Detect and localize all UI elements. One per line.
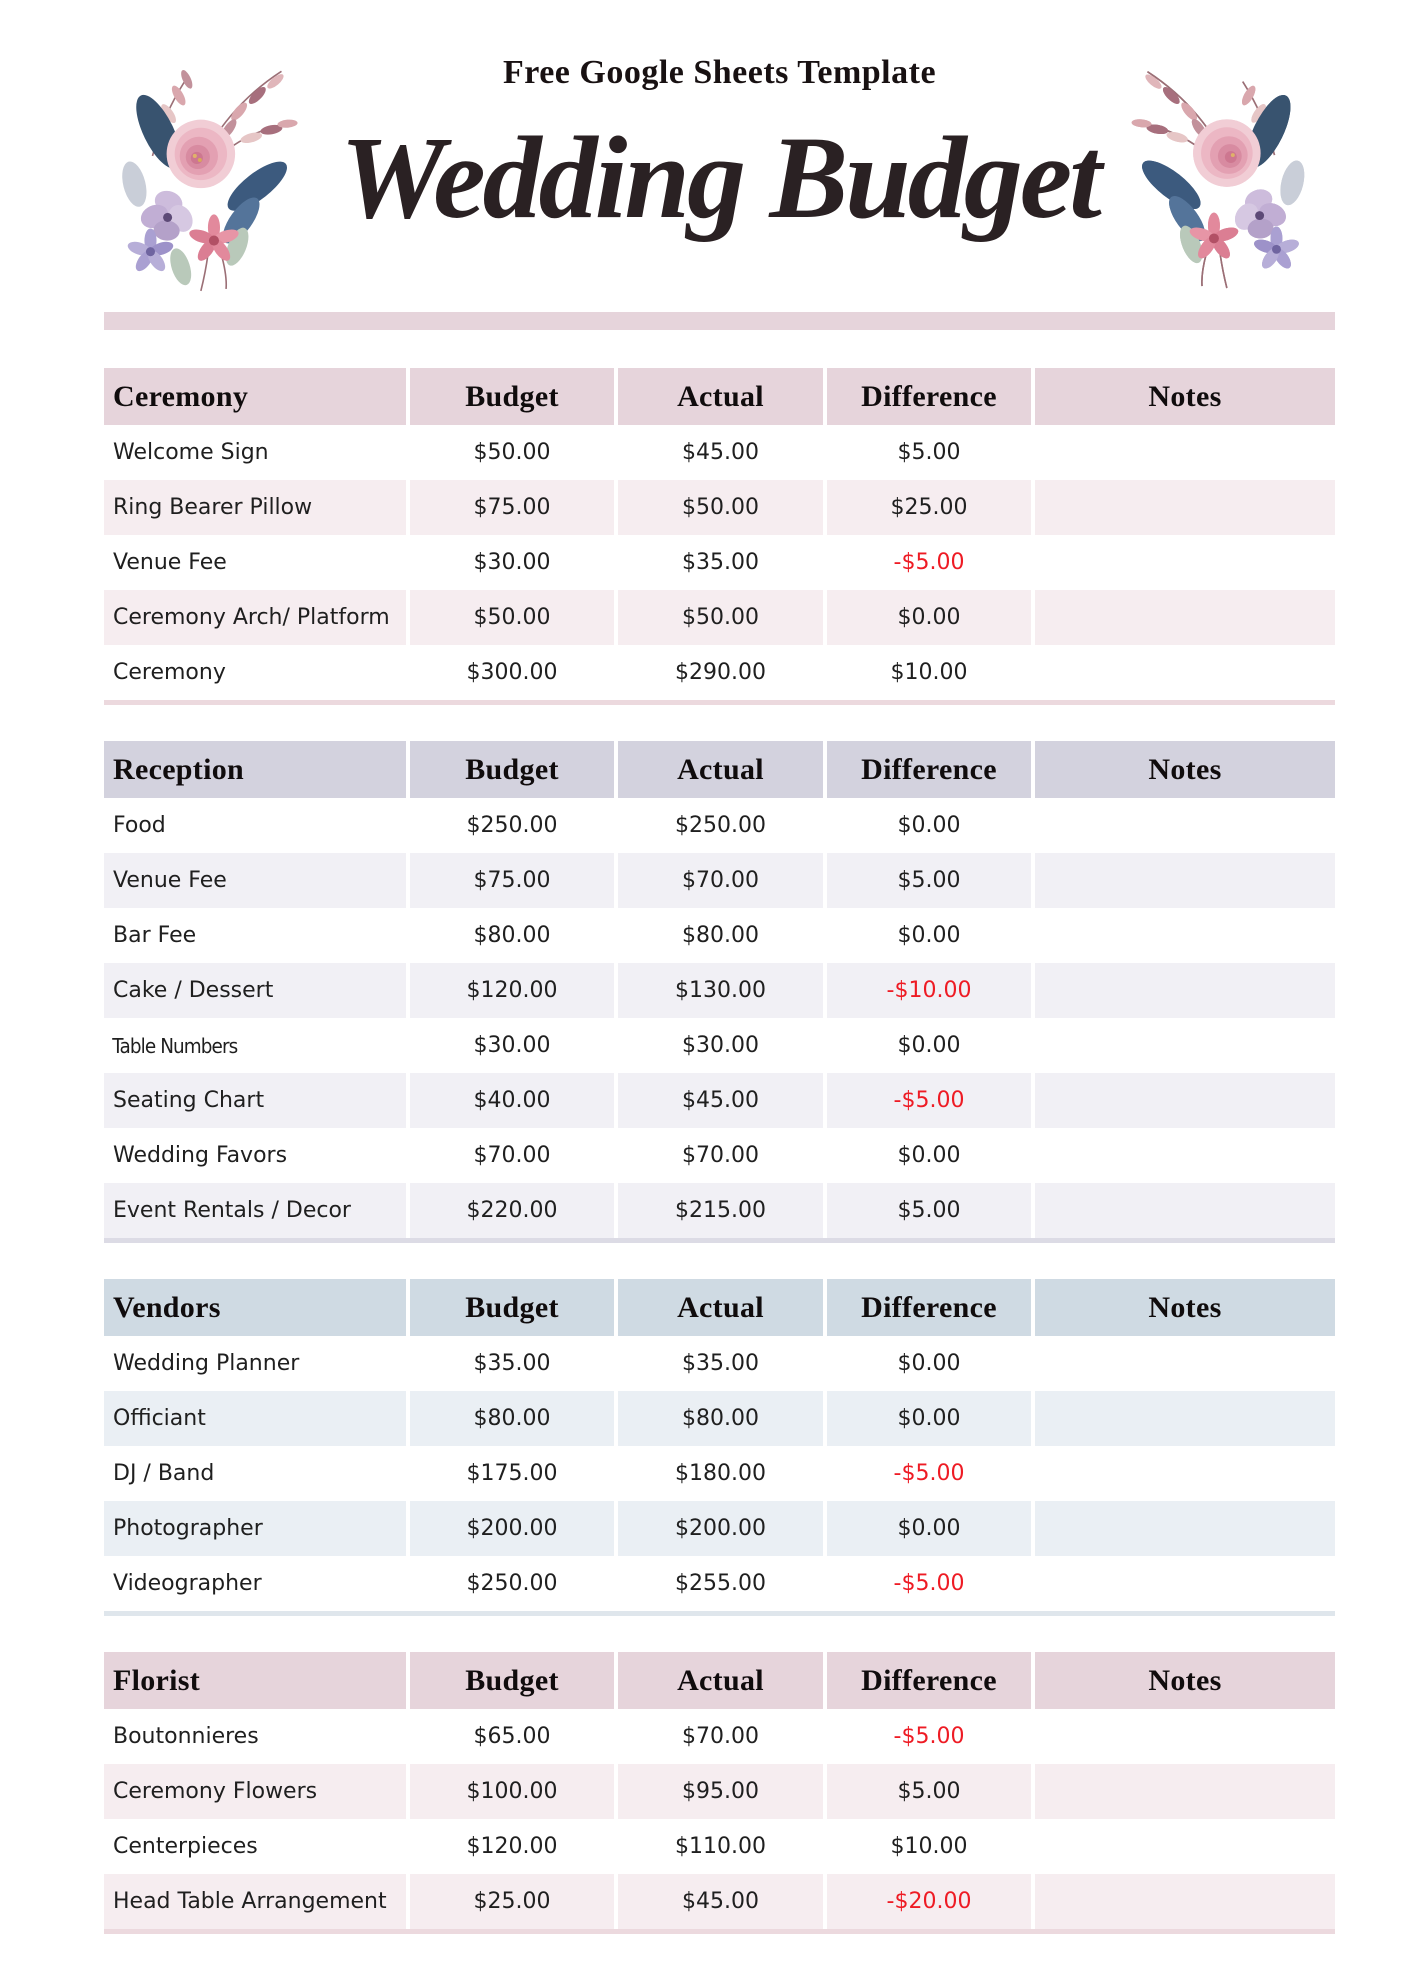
notes-cell bbox=[1035, 1073, 1335, 1128]
template-subtitle: Free Google Sheets Template bbox=[502, 54, 937, 91]
item-cell: Centerpieces bbox=[113, 1834, 258, 1859]
table-row bbox=[104, 1819, 1335, 1874]
actual-cell: $45.00 bbox=[682, 440, 759, 465]
column-header-actual: Actual bbox=[618, 741, 823, 798]
budget-cell: $250.00 bbox=[466, 1571, 558, 1596]
column-header-difference: Difference bbox=[827, 1652, 1031, 1709]
item-cell: Wedding Planner bbox=[113, 1351, 300, 1376]
section-title: Vendors bbox=[104, 1279, 406, 1336]
budget-cell: $75.00 bbox=[410, 480, 614, 535]
item-cell: Food bbox=[113, 813, 166, 838]
table-row bbox=[104, 963, 1335, 1018]
item-cell: Venue Fee bbox=[113, 550, 227, 575]
item-cell: Table Numbers bbox=[112, 1033, 238, 1058]
budget-cell: $65.00 bbox=[473, 1724, 551, 1749]
budget-cell: $300.00 bbox=[466, 660, 558, 685]
budget-cell: $40.00 bbox=[410, 1073, 614, 1128]
item-cell: Boutonnieres bbox=[113, 1724, 259, 1749]
notes-cell bbox=[1035, 425, 1335, 480]
notes-cell bbox=[1035, 645, 1335, 700]
budget-cell: $50.00 bbox=[473, 440, 551, 465]
actual-cell: $95.00 bbox=[618, 1764, 823, 1819]
notes-cell bbox=[1035, 798, 1335, 853]
difference-cell: -$5.00 bbox=[893, 1724, 965, 1749]
notes-cell bbox=[1035, 1501, 1335, 1556]
actual-cell: $80.00 bbox=[682, 923, 759, 948]
difference-cell: $0.00 bbox=[897, 1143, 961, 1168]
notes-cell bbox=[1035, 1336, 1335, 1391]
actual-cell: $290.00 bbox=[675, 660, 766, 685]
budget-cell: $120.00 bbox=[466, 1834, 558, 1859]
column-header-notes: Notes bbox=[1035, 368, 1335, 425]
budget-cell: $80.00 bbox=[410, 1391, 614, 1446]
budget-cell: $30.00 bbox=[473, 1033, 551, 1058]
column-header-budget: Budget bbox=[410, 1652, 614, 1709]
table-row bbox=[104, 798, 1335, 853]
column-header-notes: Notes bbox=[1035, 741, 1335, 798]
budget-cell: $80.00 bbox=[473, 923, 551, 948]
actual-cell: $70.00 bbox=[682, 1724, 759, 1749]
actual-cell: $45.00 bbox=[618, 1874, 823, 1929]
column-header-difference: Difference bbox=[827, 368, 1031, 425]
difference-cell: $0.00 bbox=[897, 813, 961, 838]
table-row bbox=[104, 1073, 1335, 1128]
table-row bbox=[104, 908, 1335, 963]
notes-cell bbox=[1035, 1764, 1335, 1819]
notes-cell bbox=[1035, 1391, 1335, 1446]
item-cell: Event Rentals / Decor bbox=[104, 1183, 406, 1238]
section-title: Reception bbox=[104, 741, 406, 798]
notes-cell bbox=[1035, 480, 1335, 535]
table-row bbox=[104, 1128, 1335, 1183]
actual-cell: $250.00 bbox=[675, 813, 766, 838]
section-divider bbox=[104, 1611, 1335, 1616]
table-row bbox=[104, 1183, 1335, 1238]
item-cell: Wedding Favors bbox=[113, 1143, 288, 1168]
column-header-budget: Budget bbox=[410, 368, 614, 425]
table-row bbox=[104, 480, 1335, 535]
notes-cell bbox=[1035, 535, 1335, 590]
item-cell: Videographer bbox=[113, 1571, 262, 1596]
item-cell: Seating Chart bbox=[104, 1073, 406, 1128]
notes-cell bbox=[1035, 963, 1335, 1018]
section-title: Ceremony bbox=[104, 368, 406, 425]
table-row bbox=[104, 1709, 1335, 1764]
difference-cell: -$10.00 bbox=[827, 963, 1031, 1018]
difference-cell: -$5.00 bbox=[827, 1073, 1031, 1128]
column-header-difference: Difference bbox=[827, 741, 1031, 798]
budget-cell: $250.00 bbox=[466, 813, 558, 838]
notes-cell bbox=[1035, 1018, 1335, 1073]
actual-cell: $110.00 bbox=[675, 1834, 766, 1859]
table-row bbox=[104, 1446, 1335, 1501]
table-row bbox=[104, 1336, 1335, 1391]
actual-cell: $30.00 bbox=[682, 1033, 759, 1058]
column-header-actual: Actual bbox=[618, 368, 823, 425]
table-header-row bbox=[104, 1279, 1335, 1336]
item-cell: DJ / Band bbox=[113, 1461, 215, 1486]
actual-cell: $50.00 bbox=[618, 480, 823, 535]
budget-cell: $75.00 bbox=[410, 853, 614, 908]
item-cell: Officiant bbox=[104, 1391, 406, 1446]
budget-cell: $220.00 bbox=[410, 1183, 614, 1238]
actual-cell: $70.00 bbox=[682, 1143, 759, 1168]
difference-cell: $0.00 bbox=[827, 1501, 1031, 1556]
florist-section bbox=[104, 1652, 1335, 1934]
difference-cell: -$5.00 bbox=[893, 1571, 965, 1596]
notes-cell bbox=[1035, 1446, 1335, 1501]
item-cell: Ceremony bbox=[113, 660, 226, 685]
item-cell: Bar Fee bbox=[113, 923, 197, 948]
difference-cell: -$5.00 bbox=[893, 1461, 965, 1486]
difference-cell: $0.00 bbox=[897, 923, 961, 948]
actual-cell: $45.00 bbox=[618, 1073, 823, 1128]
item-cell: Ceremony Flowers bbox=[104, 1764, 406, 1819]
budget-cell: $35.00 bbox=[473, 1351, 551, 1376]
difference-cell: $10.00 bbox=[890, 660, 968, 685]
column-header-notes: Notes bbox=[1035, 1279, 1335, 1336]
budget-cell: $70.00 bbox=[473, 1143, 551, 1168]
budget-cell: $25.00 bbox=[410, 1874, 614, 1929]
difference-cell: $0.00 bbox=[827, 1391, 1031, 1446]
vendors-section bbox=[104, 1279, 1335, 1616]
notes-cell bbox=[1035, 1556, 1335, 1611]
column-header-actual: Actual bbox=[618, 1279, 823, 1336]
column-header-actual: Actual bbox=[618, 1652, 823, 1709]
table-header-row bbox=[104, 741, 1335, 798]
budget-cell: $120.00 bbox=[410, 963, 614, 1018]
table-row bbox=[104, 425, 1335, 480]
section-divider bbox=[104, 1929, 1335, 1934]
actual-cell: $50.00 bbox=[618, 590, 823, 645]
difference-cell: $10.00 bbox=[890, 1834, 968, 1859]
difference-cell: $0.00 bbox=[827, 590, 1031, 645]
budget-cell: $175.00 bbox=[466, 1461, 558, 1486]
notes-cell bbox=[1035, 590, 1335, 645]
column-header-budget: Budget bbox=[410, 741, 614, 798]
column-header-difference: Difference bbox=[827, 1279, 1031, 1336]
reception-section bbox=[104, 741, 1335, 1243]
difference-cell: $0.00 bbox=[897, 1033, 961, 1058]
budget-cell: $100.00 bbox=[410, 1764, 614, 1819]
item-cell: Ring Bearer Pillow bbox=[104, 480, 406, 535]
section-divider bbox=[104, 1238, 1335, 1243]
notes-cell bbox=[1035, 1874, 1335, 1929]
item-cell: Photographer bbox=[104, 1501, 406, 1556]
difference-cell: -$5.00 bbox=[893, 550, 965, 575]
table-row bbox=[104, 1764, 1335, 1819]
notes-cell bbox=[1035, 1183, 1335, 1238]
actual-cell: $200.00 bbox=[618, 1501, 823, 1556]
table-row bbox=[104, 590, 1335, 645]
item-cell: Venue Fee bbox=[104, 853, 406, 908]
table-row bbox=[104, 645, 1335, 700]
difference-cell: $5.00 bbox=[897, 440, 961, 465]
item-cell: Welcome Sign bbox=[113, 440, 269, 465]
difference-cell: $5.00 bbox=[827, 1764, 1031, 1819]
budget-cell: $30.00 bbox=[473, 550, 551, 575]
table-header-row bbox=[104, 368, 1335, 425]
table-row bbox=[104, 853, 1335, 908]
difference-cell: $0.00 bbox=[897, 1351, 961, 1376]
ceremony-section bbox=[104, 368, 1335, 705]
table-row bbox=[104, 1018, 1335, 1073]
notes-cell bbox=[1035, 1709, 1335, 1764]
notes-cell bbox=[1035, 1819, 1335, 1874]
actual-cell: $35.00 bbox=[682, 550, 759, 575]
budget-cell: $200.00 bbox=[410, 1501, 614, 1556]
table-row bbox=[104, 1556, 1335, 1611]
table-row bbox=[104, 1874, 1335, 1929]
actual-cell: $80.00 bbox=[618, 1391, 823, 1446]
table-row bbox=[104, 535, 1335, 590]
actual-cell: $35.00 bbox=[682, 1351, 759, 1376]
item-cell: Ceremony Arch/ Platform bbox=[104, 590, 406, 645]
actual-cell: $130.00 bbox=[618, 963, 823, 1018]
item-cell: Head Table Arrangement bbox=[104, 1874, 406, 1929]
budget-cell: $50.00 bbox=[410, 590, 614, 645]
item-cell: Cake / Dessert bbox=[104, 963, 406, 1018]
notes-cell bbox=[1035, 1128, 1335, 1183]
actual-cell: $255.00 bbox=[675, 1571, 766, 1596]
column-header-notes: Notes bbox=[1035, 1652, 1335, 1709]
section-divider bbox=[104, 700, 1335, 705]
difference-cell: $5.00 bbox=[827, 853, 1031, 908]
actual-cell: $180.00 bbox=[675, 1461, 766, 1486]
difference-cell: $5.00 bbox=[827, 1183, 1031, 1238]
header-divider-bar bbox=[104, 312, 1335, 330]
table-row bbox=[104, 1391, 1335, 1446]
section-title: Florist bbox=[104, 1652, 406, 1709]
difference-cell: -$20.00 bbox=[827, 1874, 1031, 1929]
actual-cell: $70.00 bbox=[618, 853, 823, 908]
column-header-budget: Budget bbox=[410, 1279, 614, 1336]
actual-cell: $215.00 bbox=[618, 1183, 823, 1238]
table-header-row bbox=[104, 1652, 1335, 1709]
table-row bbox=[104, 1501, 1335, 1556]
notes-cell bbox=[1035, 908, 1335, 963]
difference-cell: $25.00 bbox=[827, 480, 1031, 535]
page-title: Wedding Budget bbox=[340, 112, 1099, 243]
notes-cell bbox=[1035, 853, 1335, 908]
